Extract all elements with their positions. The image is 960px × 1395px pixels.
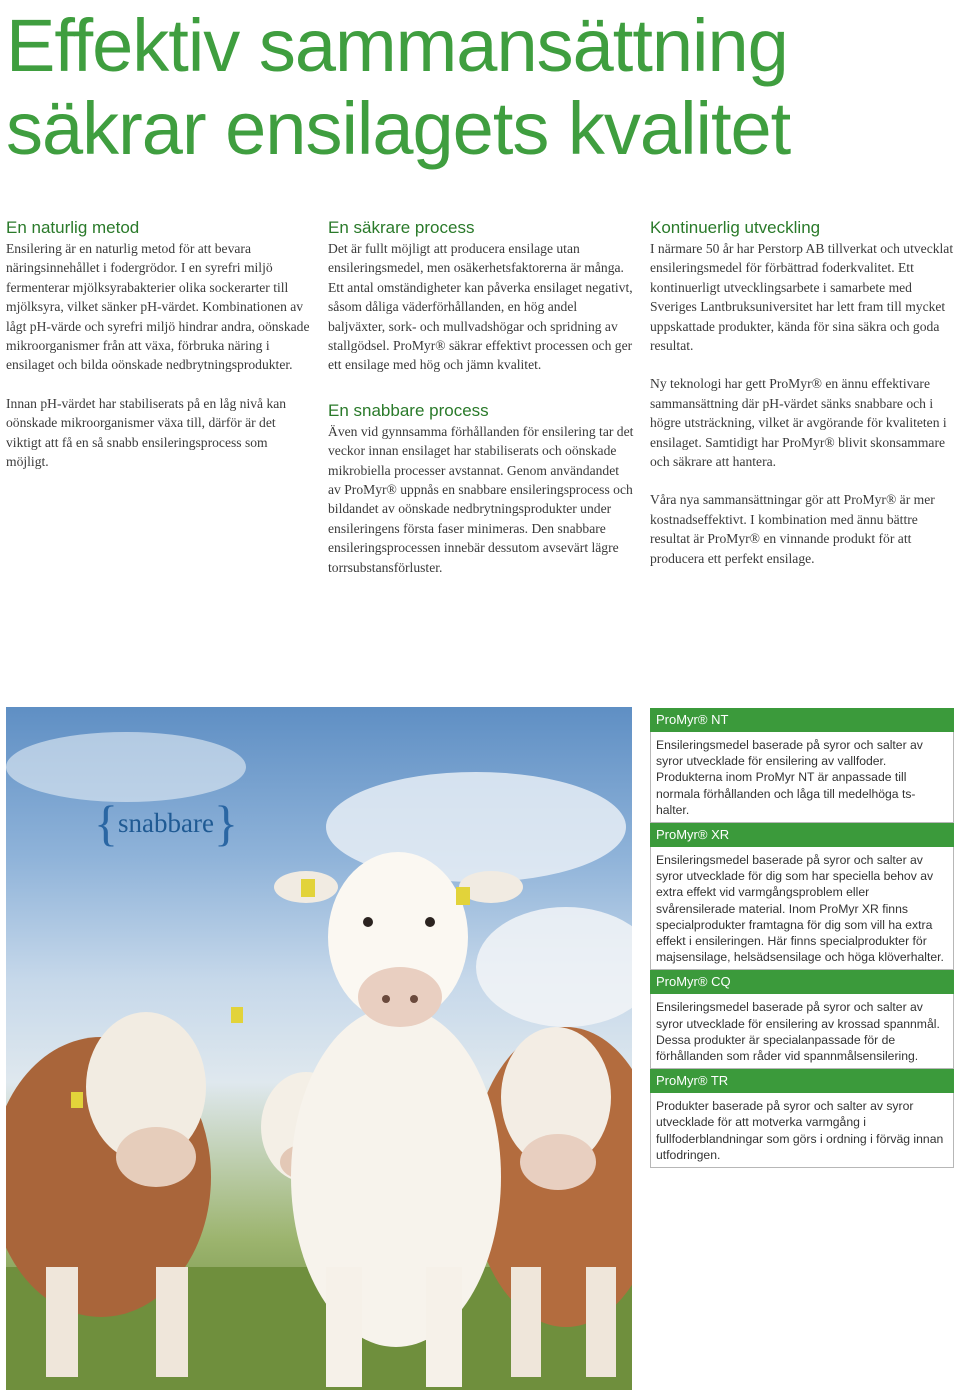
- heading-naturlig-metod: En naturlig metod: [6, 218, 140, 237]
- heading-sakrare-process: En säkrare process: [328, 218, 475, 237]
- product-cq-description: Ensileringsmedel baserade på syror och salter av syror utvecklade för ensilering av krossad spannmål. Dessa produkter är specialanpassade för de förhållanden som råder vid spannmålsensilering.: [650, 994, 954, 1069]
- product-list: [650, 708, 954, 1168]
- product-tr: [650, 1069, 954, 1168]
- snabbare-label: [94, 794, 238, 852]
- product-cq: [650, 970, 954, 1069]
- paragraph-naturlig-metod-2: Innan pH-värdet har stabiliserats på en låg nivå kan oönskade mikroorganismer växa till, därför är det viktigt att få en så snabb ensileringsprocess som möjligt.: [6, 395, 287, 470]
- heading-snabbare-process: En snabbare process: [328, 400, 489, 420]
- paragraph-naturlig-metod-1: Ensilering är en naturlig metod för att bevara näringsinnehållet i fodergrödor. I en syrefri miljö fermenterar mjölksyrabakterier olika sockerarter till mjölksyra, vilket sänker pH-värdet. Kombinationen av lågt pH-värde och syrefri miljö hindrar andra, oönskade mikroorganismer från att växa, förbruka näring i ensilaget och bilda oönskade nedbrytningsprodukter.: [6, 241, 310, 373]
- product-xr-description: Ensileringsmedel baserade på syror och salter av syror utvecklade för dig som har speciella behov av extra effekt vid varmgångsproblem eller svårensilerade material. Inom ProMyr XR finns specialprodukter framtagna för dig som vill ha extra effekt i ensileringen. Här finns specialprodukter för majsensilage, helsädsensilage och höga klöverhalter.: [650, 847, 954, 970]
- column-process: [328, 217, 634, 577]
- page-title: [6, 4, 790, 170]
- product-cq-name: ProMyr® CQ: [650, 970, 954, 994]
- brace-close: }: [213, 795, 238, 851]
- paragraph-utveckling-2: Ny teknologi har gett ProMyr® en ännu effektivare sammansättning där pH-värdet sänks snabbare och i högre utsträckning, vilket är avgörande för kvaliteten i ensilaget. Samtidigt har ProMyr® blivit skonsammare och säkrare att hantera.: [650, 376, 947, 470]
- column-naturlig-metod: [6, 217, 312, 471]
- product-tr-name: ProMyr® TR: [650, 1069, 954, 1093]
- heading-kontinuerlig-utveckling: Kontinuerlig utveckling: [650, 218, 821, 237]
- product-xr: [650, 823, 954, 970]
- paragraph-utveckling-1: I närmare 50 år har Perstorp AB tillverkat och utvecklat ensileringsmedel för förbättrad foderkvalitet. Ett kontinuerligt utvecklingsarbete i samarbete med Sveriges Lantbruksuniversitet har lett fram till mycket uppskattade produkter, kända för sina säkra och goda resultat.: [650, 241, 954, 354]
- snabbare-word: snabbare: [118, 808, 214, 838]
- product-nt-description: Ensileringsmedel baserade på syror och salter av syror utvecklade för ensilering av vallfoder. Produkterna inom ProMyr NT är anpassade till normala förhållanden och låga till medelhöga ts-halter.: [650, 732, 954, 823]
- page-title-line-1: Effektiv sammansättning: [6, 4, 788, 87]
- column-kontinuerlig-utveckling: [650, 217, 956, 568]
- product-nt: [650, 708, 954, 823]
- paragraph-utveckling-3: Våra nya sammansättningar gör att ProMyr® är mer kostnadseffektivt. I kombination med ännu bättre resultat är ProMyr® en vinnande produkt för att producera ett perfekt ensilage.: [650, 492, 935, 566]
- paragraph-sakrare-process: Det är fullt möjligt att producera ensilage utan ensileringsmedel, men osäkerhetsfaktorerna är många. Ett antal omständigheter kan påverka ensilaget negativt, såsom dåliga väderförhållanden, en hög andel baljväxter, sork- och mullvadshögar och spridning av stallgödsel. ProMyr® säkrar effektivt processen och ger ett ensilage med hög och jämn kvalitet.: [328, 241, 633, 373]
- page-title-line-2: säkrar ensilagets kvalitet: [6, 87, 791, 170]
- product-xr-name: ProMyr® XR: [650, 823, 954, 847]
- product-nt-name: ProMyr® NT: [650, 708, 954, 732]
- product-tr-description: Produkter baserade på syror och salter av syror utvecklade för att motverka varmgång i fullfoderblandningar som görs i ordning i förväg innan utfodringen.: [650, 1093, 954, 1168]
- paragraph-snabbare-process: Även vid gynnsamma förhållanden för ensilering tar det veckor innan ensilaget har stabiliserats och oönskade mikrobiella processer avstannat. Genom användandet av ProMyr® uppnås en snabbare ensileringsprocess och bildandet av oönskade nedbrytningsprodukter under ensileringens första faser minimeras. Den snabbare ensileringsprocessen innebär dessutom avsevärt lägre torrsubstansförluster.: [328, 423, 634, 575]
- brace-open: {: [94, 795, 118, 851]
